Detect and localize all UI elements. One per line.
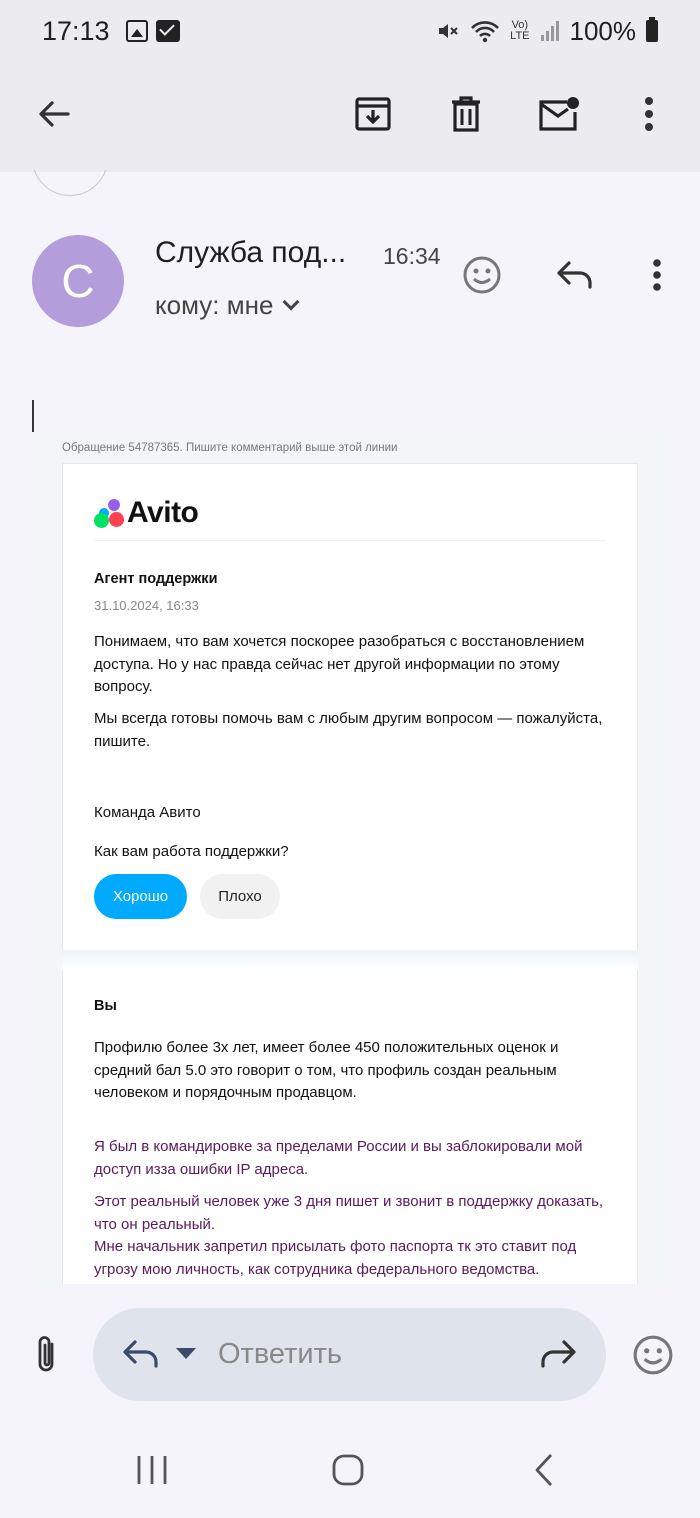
card-separator (62, 950, 638, 970)
volte-indicator (510, 20, 529, 42)
agent-paragraph-1: Понимаем, что вам хочется поскорее разобраться с восстановлением доступа. Но у нас правда сейчас нет другой информации по этому вопросу. (94, 633, 585, 695)
support-reply-card (62, 463, 638, 951)
attach-button[interactable] (24, 1330, 68, 1380)
user-message-card (62, 950, 638, 1284)
reply-icon (121, 1338, 161, 1370)
reply-input-pill[interactable] (93, 1308, 606, 1401)
recipient-label: кому: мне (155, 290, 274, 320)
agent-date: 31.10.2024, 16:33 (94, 598, 199, 613)
rate-good-button[interactable]: Хорошо (94, 874, 187, 919)
home-icon (331, 1453, 365, 1487)
email-toolbar (0, 62, 700, 172)
reply-placeholder: Ответить (218, 1338, 342, 1370)
add-reaction-button[interactable] (457, 250, 507, 300)
agent-paragraph-2: Мы всегда готовы помочь вам с любым другим вопросом — пожалуйста, пишите. (94, 710, 603, 750)
volte-label: Vo) (511, 19, 529, 31)
ticket-note: Обращение 54787365. Пишите комментарий выше этой линии (62, 442, 398, 454)
gallery-notification-icon (126, 20, 148, 42)
forward-icon[interactable] (538, 1338, 578, 1370)
avito-logo-dots-icon (94, 497, 126, 529)
delete-icon (448, 95, 484, 133)
archive-button[interactable] (341, 82, 405, 146)
signal-icon (540, 20, 560, 42)
email-body (32, 432, 669, 1284)
chevron-down-icon (283, 293, 300, 310)
reply-mode-dropdown-icon[interactable] (176, 1348, 196, 1360)
wifi-icon (470, 19, 500, 43)
message-more-button[interactable] (632, 250, 682, 300)
sender-name[interactable]: Служба под... (155, 236, 347, 269)
lte-label: LTE (510, 30, 530, 42)
sender-avatar[interactable]: C (32, 235, 124, 327)
email-notification-icon (156, 20, 180, 42)
user-paragraph-4: Мне начальник запретил присылать фото паспорта тк это ставит под угрозу мою личность, как сотрудника федерального ведомства. (94, 1238, 577, 1278)
recent-apps-icon (135, 1454, 169, 1486)
mark-unread-icon (537, 95, 581, 133)
status-time: 17:13 (42, 15, 110, 46)
reply-button[interactable] (550, 250, 600, 300)
more-vert-icon (644, 96, 654, 132)
emoji-icon (462, 255, 502, 295)
nav-back-button[interactable] (514, 1448, 574, 1492)
back-button[interactable] (22, 82, 86, 146)
mute-icon (436, 19, 460, 43)
reply-icon (555, 259, 595, 291)
back-arrow-icon (36, 96, 72, 132)
avito-logo (94, 496, 198, 530)
more-vert-icon (652, 258, 662, 292)
nav-back-icon (534, 1453, 554, 1487)
battery-icon (646, 20, 658, 42)
recipient-details-toggle[interactable] (155, 290, 297, 321)
status-bar (0, 0, 700, 62)
mark-unread-button[interactable] (527, 82, 591, 146)
paperclip-icon (33, 1334, 59, 1376)
user-label: Вы (94, 998, 117, 1014)
text-cursor (32, 400, 34, 432)
avito-logo-text: Avito (127, 496, 199, 529)
archive-icon (354, 95, 392, 133)
user-paragraph-2: Я был в командировке за пределами России и вы заблокировали мой доступ изза ошибки IP адреса. (94, 1138, 583, 1178)
rating-question: Как вам работа поддержки? (94, 843, 289, 860)
user-paragraph-3: Этот реальный человек уже 3 дня пишет и звонит в поддержку доказать, что он реальный. (94, 1193, 604, 1233)
user-paragraph-1: Профилю более 3х лет, имеет более 450 положительных оценок и средний бал 5.0 это говорит о том, что профиль создан реальным человеком и порядочным продавцом. (94, 1039, 559, 1101)
sent-time: 16:34 (383, 243, 441, 269)
divider (94, 540, 606, 541)
agent-name: Агент поддержки (94, 571, 218, 587)
battery-percent: 100% (569, 15, 636, 46)
signature: Команда Авито (94, 804, 201, 821)
home-button[interactable] (318, 1448, 378, 1492)
emoji-icon (632, 1334, 674, 1376)
more-options-button[interactable] (617, 82, 681, 146)
delete-button[interactable] (434, 82, 498, 146)
rate-bad-button[interactable]: Плохо (200, 874, 280, 919)
recent-apps-button[interactable] (122, 1448, 182, 1492)
reply-emoji-button[interactable] (630, 1332, 676, 1378)
